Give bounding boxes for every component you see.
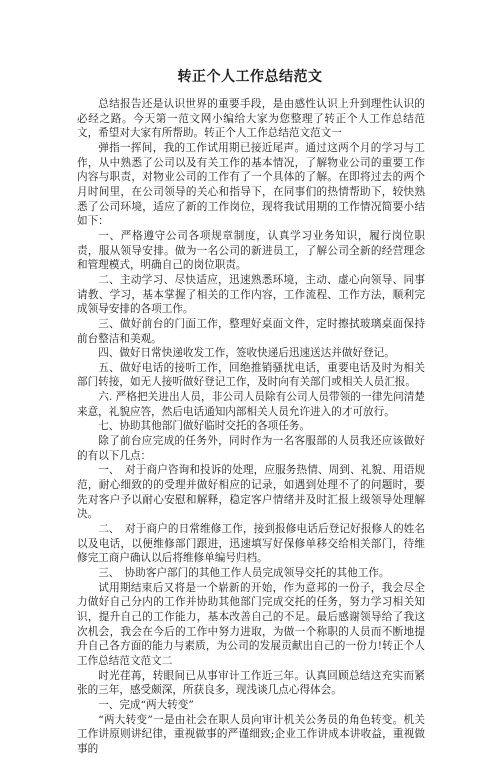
paragraph: 三、 协助客户部门的其他工作人员完成领导交托的其他工作。 — [98, 567, 390, 579]
paragraph: 一、严格遵守公司各项规章制度，认真学习业务知识，履行岗位职责，服从领导安排。做为一名公司的新进员工，了解公司全新的经营理念和管理模式，明确自己的岗位职责。 — [77, 229, 425, 272]
paragraph: 二、 对于商户的日常维修工作，接到报修电话后登记好报修人的姓名以及电话，以便维修部门跟进，迅速填写好保修单移交给相关部门，待维修完工商户确认以后将维修单编号归档。 — [77, 523, 425, 565]
paragraph: 二、主动学习、尽快适应，迅速熟悉环境，主动、虚心向领导、同事请教、学习，基本掌握了相关的工作内容，工作流程、工作方法，顺利完成领导安排的各项工作。 — [77, 273, 425, 316]
paragraph: 总结报告还是认识世界的重要手段，是由感性认识上升到理性认识的必经之路。今天第一范文网小编给大家为您整理了转正个人工作总结范文，希望对大家有所帮助。转正个人工作总结范文范文一 — [77, 98, 425, 140]
paragraph: 时光荏苒，转眼间已从事审计工作近三年。认真回顾总结这充实而紧张的三年，感受颇深，所获良多，现浅谈几点心得体会。 — [77, 669, 425, 697]
paragraph: 四、做好日常快递收发工作，签收快递后迅速送达并做好登记。 — [98, 347, 395, 360]
paragraph: 试用期结束后又将是一个崭新的开始，作为意邦的一份子，我会尽全力做好自己分内的工作并协助其他部门完成交托的任务，努力学习相关知识，提升自己的工作能力，基本改善自己的不足。最后感谢领导给了我这次机会，我会在今后的工作中努力进取，为做一个称职的人员而不断地提升自己各方面的能力与素质，为公司的发展贡献出自己的一份力!转正个人工作总结范文范文二 — [77, 581, 425, 667]
paragraph: 七、协助其他部门做好临时交托的各项任务。 — [98, 420, 311, 433]
paragraph: 五、做好电话的接听工作，回绝推销骚扰电话，重要电话及时为相关部门转接，如无人接听做好登记工作，及时向有关部门或相关人员汇报。 — [77, 361, 425, 389]
paragraph: 六. 严格把关进出人员，非公司人员除有公司人员带领的一律先问清楚来意，礼貌应答，然后电话通知内部相关人员允许进入的才可放行。 — [77, 391, 425, 418]
paragraph: “两大转变”一是由社会在职人员向审计机关公务员的角色转变。机关工作讲原则讲纪律，重视做事的严谨细致;企业工作讲成本讲收益，重视做事的 — [77, 713, 425, 755]
document-body — [77, 97, 425, 757]
paragraph: 一、完成“两大转变” — [98, 698, 194, 711]
document-title: 转正个人工作总结范文 — [177, 69, 323, 85]
paragraph: 除了前台应完成的任务外，同时作为一名客服部的人员我还应该做好的有以下几点： — [77, 435, 425, 462]
paragraph: 一、 对于商户咨询和投诉的处理，应服务热情、周到、礼貌、用语规范，耐心细致的的受理并做好相应的记录，如遇到处理不了的问题时，要先对客户予以耐心安慰和解释，稳定客户情绪并及时汇报上级领导处理解决。 — [77, 464, 425, 521]
paragraph: 三、做好前台的门面工作，整理好桌面文件，定时擦拭玻璃桌面保持前台整洁和美观。 — [77, 317, 425, 345]
paragraph: 弹指一挥间，我的工作试用期已接近尾声。通过这两个月的学习与工作，从中熟悉了公司以及有关工作的基本情况，了解物业公司的重要工作内容与职责，对物业公司的工作有了一个具体的了解。在即将过去的两个月时间里，在公司领导的关心和指导下，在同事们的热情帮助下，较快熟悉了公司环境，适应了新的工作岗位，现将我试用期的工作情况简要小结如下： — [77, 141, 425, 228]
